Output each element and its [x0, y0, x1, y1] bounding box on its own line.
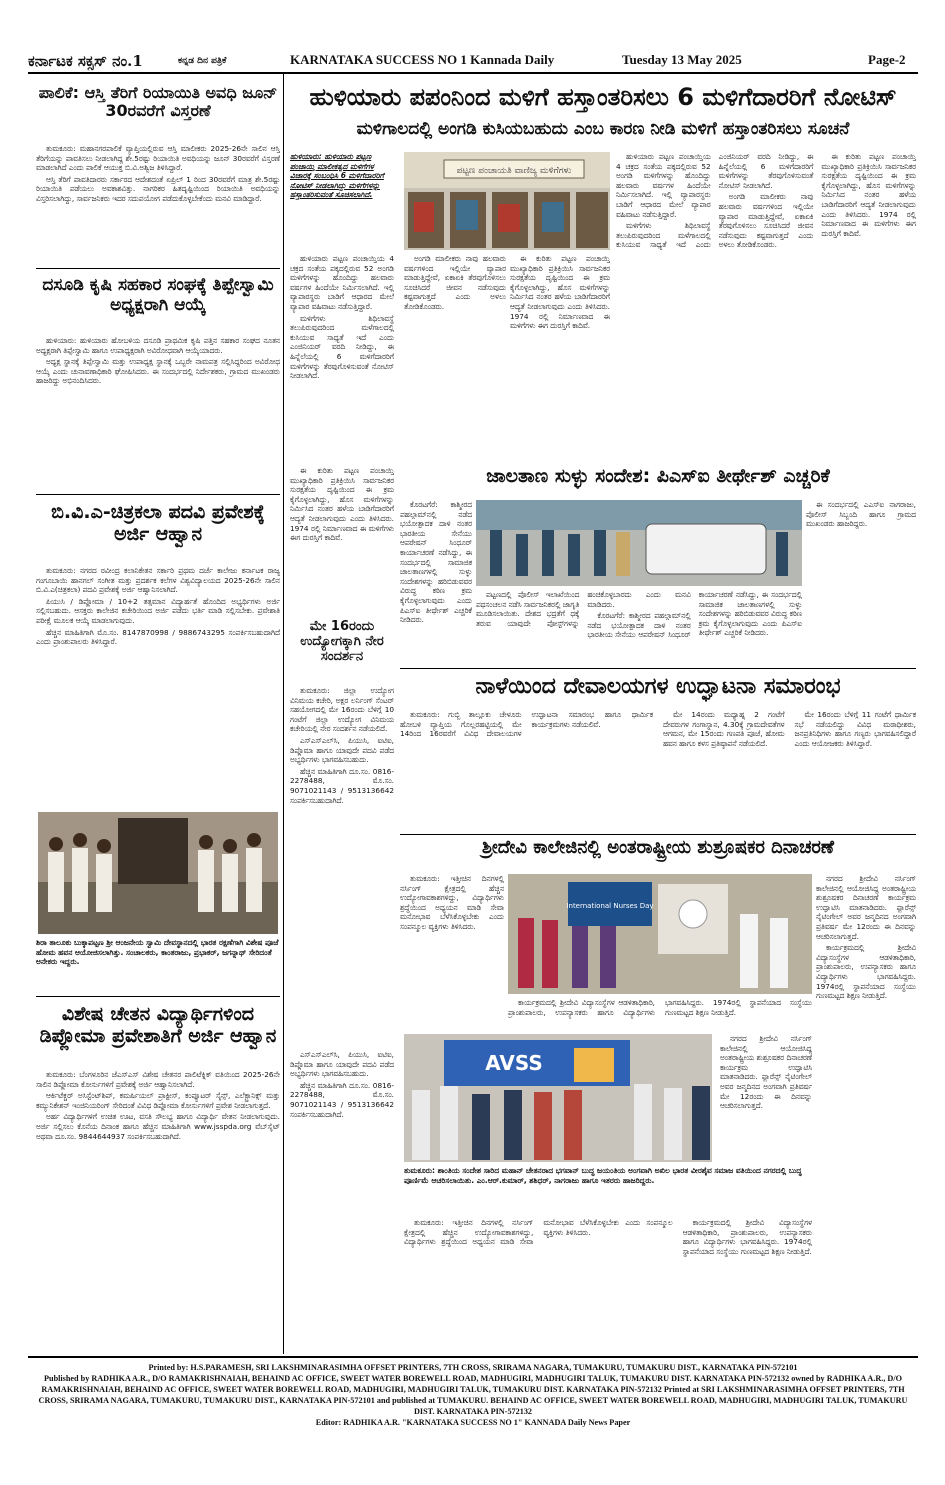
paragraph: ಹೆಚ್ಚಿನ ಮಾಹಿತಿಗಾಗಿ ಮೊ.ಸಂ. 8147870998 / 9886743295 ಸಂಪರ್ಕಿಸಬಹುದಾಗಿದೆ ಎಂದು ಪ್ರಾಂಶುಪಾಲರು ತಿಳಿಸಿದ್ದಾರೆ. [36, 627, 280, 647]
paragraph: ತುಮಕೂರು: ಬೆಂಗಳೂರಿನ ಜೆಎಸ್‌ಎಸ್ ವಿಶೇಷ ಚೇತನರ ಪಾಲಿಟೆಕ್ನಿಕ್ ವತಿಯಿಂದ 2025-26ನೇ ಸಾಲಿನ ಡಿಪ್ಲೋಮಾ ಕೋರ್ಸುಗಳಿಗೆ ಪ್ರವೇಶಕ್ಕೆ ಅರ್ಜಿ ಆಹ್ವಾನಿಸಲಾಗಿದೆ. [36, 1070, 280, 1089]
main-body-overflow [290, 466, 394, 616]
nurses-day-photo-illustration [508, 874, 812, 994]
paragraph: ಎಸ್‌ಎಸ್‌ಎಲ್‌ಸಿ, ಪಿಯುಸಿ, ಐಟಿಐ, ಡಿಪ್ಲೊಮಾ ಹಾಗೂ ಯಾವುದೇ ಪದವಿ ಪಡೆದ ಅಭ್ಯರ್ಥಿಗಳು ಭಾಗವಹಿಸಬಹುದು. [290, 735, 394, 765]
article-police-headline: ಜಾಲತಾಣ ಸುಳ್ಳು ಸಂದೇಶ: ಪಿಎಸ್ಐ ತೀರ್ಥೇಶ್ ಎಚ್ಚರಿಕೆ [486, 466, 830, 487]
paragraph: ಈ ಕುರಿತು ಪಟ್ಟಣ ಪಂಚಾಯ್ತಿ ಮುಖ್ಯಾಧಿಕಾರಿ ಪ್ರತಿಕ್ರಿಯಿಸಿ ಸಾರ್ವಜನಿಕರ ಸುರಕ್ಷತೆಯ ದೃಷ್ಟಿಯಿಂದ ಈ ಕ್ರಮ ಕೈಗೊಳ್ಳಲಾಗಿದ್ದು, ಹೊಸ ಮಳಿಗೆಗಳನ್ನು ನಿರ್ಮಿಸಿದ ನಂತರ ಹಳೆಯ ಬಾಡಿಗೆದಾರರಿಗೆ ಆದ್ಯತೆ ನೀಡಲಾಗುವುದು ಎಂದು ತಿಳಿಸಿದರು. 1974 ರಲ್ಲಿ ನಿರ್ಮಾಣವಾದ ಈ ಮಳಿಗೆಗಳು ಈಗ ದುರಸ್ತಿಗೆ ಕಾದಿವೆ. [821, 152, 916, 238]
main-intro: ಹುಳಿಯಾರು: ಹುಳಿಯಾರು ಪಟ್ಟಣ ಪಂಚಾಯ್ತಿ ಮಾಲೀಕತ್ವದ ಮಳಿಗೆಗಳ ವಿಚಾರಕ್ಕೆ ಸಂಬಂಧಿಸಿ 6 ಮಳಿಗೆದಾರರಿಗೆ ನೋಟಿಸ್ ನೀಡಲಾಗಿದ್ದು ಮಳಿಗೆಗಳನ್ನು ಹಸ್ತಾಂತರಿಸುವಂತೆ ಸೂಚಿಸಲಾಗಿದೆ. [290, 152, 384, 200]
temple-group-photo [38, 812, 278, 934]
main-body-col1 [290, 254, 394, 462]
jobfair-headline: ಮೇ 16ರಂದು ಉದ್ಯೋಗಕ್ಕಾಗಿ ನೇರ ಸಂದರ್ಶನ [300, 620, 384, 664]
main-body-col4 [616, 152, 916, 462]
jobfair-body-continued [290, 1050, 394, 1352]
paragraph: ಹೆಚ್ಚಿನ ಮಾಹಿತಿಗಾಗಿ ದೂ.ಸಂ. 0816-2278488, ಮೊ.ಸಂ. 9071021143 / 9513136642 ಸಂಪರ್ಕಿಸಬಹುದಾಗಿದೆ. [290, 766, 394, 805]
article-temple-body [400, 710, 916, 832]
main-body-col3 [510, 254, 610, 462]
avss-caption: ತುಮಕೂರು: ಶಾಂತಿಯ ಸಂದೇಶ ಸಾರಿದ ಮಹಾನ್ ಚೇತನರಾದ ಭಗವಾನ್ ಬುದ್ಧ ಜಯಂತಿಯ ಅಂಗವಾಗಿ ಅಖಿಲ ಭಾರತ ವೀರಶೈವ ಸಮಾಜ ವತಿಯಿಂದ ನಗರದಲ್ಲಿ ಬುದ್ಧ ಪೂರ್ಣಿಮೆ ಆಚರಿಸಲಾಯಿತು. ಎಂ.ಆರ್.ಕುಮಾರ್, ಶಶಿಧರ್, ನಾಗರಾಜು ಹಾಗೂ ಇತರರು ಹಾಜರಿದ್ದರು. [404, 1166, 802, 1185]
paragraph: ತುಮಕೂರು: ಇತ್ತೀಚಿನ ದಿನಗಳಲ್ಲಿ ನರ್ಸಿಂಗ್ ಕ್ಷೇತ್ರದಲ್ಲಿ ಹೆಚ್ಚಿನ ಉದ್ಯೋಗಾವಕಾಶಗಳಿದ್ದು, ವಿದ್ಯಾರ್ಥಿಗಳು ಶ್ರದ್ಧೆಯಿಂದ ಅಧ್ಯಯನ ಮಾಡಿ ಸೇವಾ ಮನೋಭಾವ ಬೆಳೆಸಿಕೊಳ್ಳಬೇಕು ಎಂದು ಸಂಪನ್ಮೂಲ ವ್ಯಕ್ತಿಗಳು ತಿಳಿಸಿದರು. [404, 1218, 673, 1247]
paragraph: ನಗರದ ಶ್ರೀದೇವಿ ನರ್ಸಿಂಗ್ ಕಾಲೇಜಿನಲ್ಲಿ ಆಯೋಜಿಸಿದ್ದ ಅಂತರಾಷ್ಟ್ರೀಯ ಶುಶ್ರೂಷಕರ ದಿನಾಚರಣೆ ಕಾರ್ಯಕ್ರಮ ಉದ್ಘಾಟಿಸಿ ಮಾತನಾಡಿದರು. ಫ್ಲಾರೆನ್ಸ್ ನೈಟಿಂಗೇಲ್ ಅವರ ಜನ್ಮದಿನದ ಅಂಗವಾಗಿ ಪ್ರತಿವರ್ಷ ಮೇ 12ರಂದು ಈ ದಿನವನ್ನು ಆಚರಿಸಲಾಗುತ್ತದೆ. [816, 874, 916, 941]
imprint-footer [28, 1362, 918, 1428]
main-body-col2 [404, 254, 506, 462]
article-nurses-body-col3 [720, 1034, 812, 1174]
paragraph: ಮಳಿಗೆಗಳು ಶಿಥಿಲಾವಸ್ಥೆ ತಲುಪಿರುವುದರಿಂದ ಮಳೆಗಾಲದಲ್ಲಿ ಕುಸಿಯುವ ಸಾಧ್ಯತೆ ಇದೆ ಎಂದು ಎಂಜಿನಿಯರ್ ವರದಿ ನೀಡಿದ್ದು, ಈ ಹಿನ್ನೆಲೆಯಲ್ಲಿ 6 ಮಳಿಗೆದಾರರಿಗೆ ಮಳಿಗೆಗಳನ್ನು ತೆರವುಗೊಳಿಸುವಂತೆ ನೋಟಿಸ್ ನೀಡಲಾಗಿದೆ. [616, 152, 814, 250]
divider [36, 494, 280, 495]
paper-name: ಕರ್ನಾಟಕ ಸಕ್ಸಸ್ ನಂ.1 [28, 52, 143, 70]
temple-group-photo-illustration [38, 812, 278, 934]
article-tax-body [36, 144, 280, 262]
paragraph: ಕೊರಟಗೆರೆ: ಕಾಶ್ಮೀರದ ಪಹಲ್ಗಾಮ್‌ನಲ್ಲಿ ನಡೆದ ಭಯೋತ್ಪಾದಕ ದಾಳಿ ನಂತರ ಭಾರತೀಯ ಸೇನೆಯು ಆಪರೇಷನ್ ಸಿಂಧೂರ್ ಕಾರ್ಯಾಚರಣೆ ನಡೆಸಿದ್ದು, ಈ ಸಂದರ್ಭದಲ್ಲಿ ಸಾಮಾಜಿಕ ಜಾಲತಾಣಗಳಲ್ಲಿ ಸುಳ್ಳು ಸಂದೇಶಗಳನ್ನು ಹರಿಬಿಡುವವರ ವಿರುದ್ಧ ಕಠಿಣ ಕ್ರಮ ಕೈಗೊಳ್ಳಲಾಗುವುದು ಎಂದು ಪಿಎಸ್ಐ ತೀರ್ಥೇಶ್ ಎಚ್ಚರಿಕೆ ನೀಡಿದರು. [587, 590, 802, 640]
divider [36, 268, 280, 269]
paragraph: ಮೇ 16ರಂದು ಬೆಳಿಗ್ಗೆ 11 ಗಂಟೆಗೆ ಧಾರ್ಮಿಕ ಸಭೆ ನಡೆಯಲಿದ್ದು ವಿವಿಧ ಮಠಾಧೀಶರು, ಜನಪ್ರತಿನಿಧಿಗಳು ಹಾಗೂ ಗಣ್ಯರು ಭಾಗವಹಿಸಲಿದ್ದಾರೆ ಎಂದು ಆಯೋಜಕರು ತಿಳಿಸಿದ್ದಾರೆ. [794, 710, 916, 748]
shop-sign-text: ಪಟ್ಟಣ ಪಂಚಾಯತಿ ವಾಣಿಜ್ಯ ಮಳಿಗೆಗಳು [456, 166, 572, 176]
jobfair-body [290, 686, 394, 1046]
avss-banner-text: AVSS [485, 1051, 543, 1075]
column-divider [283, 74, 284, 1354]
main-body-continued [290, 466, 394, 616]
article-tax-headline: ಪಾಲಿಕೆ: ಆಸ್ತಿ ತೆರಿಗೆ ರಿಯಾಯಿತಿ ಅವಧಿ ಜೂನ್ 30ರವರೆಗೆ ವಿಸ್ತರಣೆ [38, 84, 278, 121]
paragraph: ಆಸ್ತಿ ತೆರಿಗೆ ಪಾವತಿದಾರರು ಸರ್ಕಾರದ ಆದೇಶದಂತೆ ಏಪ್ರಿಲ್ 1 ರಿಂದ 30ರವರೆಗೆ ಮಾತ್ರ ಶೇ.5ರಷ್ಟು ರಿಯಾಯಿತಿ ಪಡೆಯಲು ಅವಕಾಶವಿತ್ತು. ನಾಗರಿಕರ ಹಿತದೃಷ್ಟಿಯಿಂದ ರಿಯಾಯಿತಿ ಅವಧಿಯನ್ನು ವಿಸ್ತರಿಸಲಾಗಿದ್ದು, ಸಾರ್ವಜನಿಕರು ಇದರ ಸದುಪಯೋಗ ಪಡೆದುಕೊಳ್ಳಬೇಕೆಂದು ಮನವಿ ಮಾಡಿದ್ದಾರೆ. [36, 174, 280, 203]
paragraph: ಅಂಗಡಿ ಮಾಲೀಕರು ನಾವು ಹಲವಾರು ವರ್ಷಗಳಿಂದ ಇಲ್ಲಿಯೇ ವ್ಯಾಪಾರ ಮಾಡುತ್ತಿದ್ದೇವೆ, ಏಕಾಏಕಿ ತೆರವುಗೊಳಿಸಲು ಸೂಚಿಸಿದರೆ ಜೀವನ ನಡೆಸುವುದು ಕಷ್ಟವಾಗುತ್ತದೆ ಎಂದು ಅಳಲು ತೋಡಿಕೊಂಡರು. [718, 192, 814, 250]
article-nurses-body-bottom [404, 1218, 812, 1352]
avss-photo [404, 1034, 712, 1162]
footer-rule [28, 1356, 918, 1358]
paragraph: ಈ ಕುರಿತು ಪಟ್ಟಣ ಪಂಚಾಯ್ತಿ ಮುಖ್ಯಾಧಿಕಾರಿ ಪ್ರತಿಕ್ರಿಯಿಸಿ ಸಾರ್ವಜನಿಕರ ಸುರಕ್ಷತೆಯ ದೃಷ್ಟಿಯಿಂದ ಈ ಕ್ರಮ ಕೈಗೊಳ್ಳಲಾಗಿದ್ದು, ಹೊಸ ಮಳಿಗೆಗಳನ್ನು ನಿರ್ಮಿಸಿದ ನಂತರ ಹಳೆಯ ಬಾಡಿಗೆದಾರರಿಗೆ ಆದ್ಯತೆ ನೀಡಲಾಗುವುದು ಎಂದು ತಿಳಿಸಿದರು. 1974 ರಲ್ಲಿ ನಿರ್ಮಾಣವಾದ ಈ ಮಳಿಗೆಗಳು ಈಗ ದುರಸ್ತಿಗೆ ಕಾದಿವೆ. [510, 254, 610, 331]
paragraph: ಹುಳಿಯಾರು ಪಟ್ಟಣ ಪಂಚಾಯ್ತಿಯ 4 ಚಕ್ರದ ಸಂತೆಯ ಪಕ್ಕದಲ್ಲಿರುವ 52 ಅಂಗಡಿ ಮಳಿಗೆಗಳನ್ನು ಹೊಂದಿದ್ದು ಹಲವಾರು ವರ್ಷಗಳ ಹಿಂದೆಯೇ ನಿರ್ಮಿಸಲಾಗಿದೆ. ಇಲ್ಲಿ ವ್ಯಾಪಾರಸ್ಥರು ಬಾಡಿಗೆ ಆಧಾರದ ಮೇಲೆ ವ್ಯಾಪಾರ ವಹಿವಾಟು ನಡೆಸುತ್ತಿದ್ದಾರೆ. [290, 254, 394, 311]
paragraph: ಹುಳಿಯಾರು: ಹುಳಿಯಾರು ಹೋಬಳಿಯ ದಸೂಡಿ ಪ್ರಾಥಮಿಕ ಕೃಷಿ ಪತ್ತಿನ ಸಹಕಾರ ಸಂಘದ ನೂತನ ಅಧ್ಯಕ್ಷರಾಗಿ ತಿಪ್ಪೇಸ್ವಾಮಿ ಹಾಗೂ ಉಪಾಧ್ಯಕ್ಷರಾಗಿ ಅವಿರೋಧವಾಗಿ ಆಯ್ಕೆಯಾದರು. [36, 336, 280, 355]
temple-photo-caption: ಶಿರಾ ತಾಲೂಕು ಬುಕ್ಕಾಪಟ್ಟಣ ಶ್ರೀ ಆಂಜನೇಯ ಸ್ವಾಮಿ ದೇವಸ್ಥಾನದಲ್ಲಿ ಭಾರತ ರಕ್ಷಣೆಗಾಗಿ ವಿಶೇಷ ಪೂಜೆ ಹೋಮ ಹವನ ಆಯೋಜಿಸಲಾಗಿತ್ತು. ಸಂಚಾಲಕರು, ಕಾಂತರಾಜು, ಪ್ರಭಾಕರ್, ಜಗನ್ನಾಥ್ ಸೇರಿದಂತೆ ಅನೇಕರು ಇದ್ದರು. [36, 938, 279, 967]
divider [400, 834, 916, 835]
paragraph: ಮೇ 14ರಂದು ಮಧ್ಯಾಹ್ನ 2 ಗಂಟೆಗೆ ದೇವರುಗಳ ಗಂಗಾಸ್ನಾನ, 4.30ಕ್ಕೆ ಗ್ರಾಮದೇವತೆಗಳ ಆಗಮನ, ಮೇ 15ರಂದು ಗಣಪತಿ ಪೂಜೆ, ಹೋಮ ಹವನ ಹಾಗೂ ಕಳಸ ಪ್ರತಿಷ್ಠಾಪನೆ ನಡೆಯಲಿದೆ. [663, 710, 785, 748]
main-sub-headline: ಮಳಿಗಾಲದಲ್ಲಿ ಅಂಗಡಿ ಕುಸಿಯಬಹುದು ಎಂಬ ಕಾರಣ ನೀಡಿ ಮಳಿಗೆ ಹಸ್ತಾಂತರಿಸಲು ಸೂಚನೆ [356, 120, 850, 139]
footer-printed-by: Printed by: H.S.PARAMESH, SRI LAKSHMINARASIMHA OFFSET PRINTERS, 7TH CROSS, SRIRAMA NAGARA, TUMAKURU, TUMAKURU DIST., KARNATAKA PIN-572101 [148, 1363, 798, 1372]
article-police-body-col4 [806, 500, 916, 666]
nurses-banner-text: International Nurses Day [566, 902, 654, 910]
article-diploma-headline: ವಿಶೇಷ ಚೇತನ ವಿದ್ಯಾರ್ಥಿಗಳಿಂದ ಡಿಪ್ಲೋಮಾ ಪ್ರವೇಶಾತಿಗೆ ಅರ್ಜಿ ಆಹ್ವಾನ [39, 1004, 277, 1047]
paragraph: ಆರ್ಕಿಟೆಕ್ಚರ್ ಅಸಿಸ್ಟೆಂಟ್‌ಶಿಪ್, ಕಮರ್ಷಿಯಲ್ ಪ್ರಾಕ್ಟೀಸ್, ಕಂಪ್ಯೂಟರ್ ಸೈನ್ಸ್, ಎಲೆಕ್ಟ್ರಾನಿಕ್ಸ್ ಮತ್ತು ಕಮ್ಯುನಿಕೇಶನ್ ಇಂಜಿನಿಯರಿಂಗ್ ಸೇರಿದಂತೆ ವಿವಿಧ ಡಿಪ್ಲೋಮಾ ಕೋರ್ಸುಗಳಿಗೆ ಪ್ರವೇಶ ನೀಡಲಾಗುತ್ತದೆ. [36, 1091, 280, 1110]
paragraph: ಈ ಸಂದರ್ಭದಲ್ಲಿ ಎಎಸ್ಐ ನಾಗರಾಜು, ಪೊಲೀಸ್ ಸಿಬ್ಬಂದಿ ಹಾಗೂ ಗ್ರಾಮದ ಮುಖಂಡರು ಹಾಜರಿದ್ದರು. [806, 500, 916, 529]
article-coop-headline: ದಸೂಡಿ ಕೃಷಿ ಸಹಕಾರ ಸಂಘಕ್ಕೆ ತಿಪ್ಪೇಸ್ವಾಮಿ ಅಧ್ಯಕ್ಷರಾಗಿ ಆಯ್ಕೆ [42, 276, 274, 315]
paragraph: ಪಟ್ಟಣದಲ್ಲಿ ಪೊಲೀಸ್ ಇಲಾಖೆಯಿಂದ ಪಥಸಂಚಲನ ನಡೆಸಿ ಸಾರ್ವಜನಿಕರಲ್ಲಿ ಜಾಗೃತಿ ಮೂಡಿಸಲಾಯಿತು. ದೇಶದ ಭದ್ರತೆಗೆ ಧಕ್ಕೆ ತರುವ ಯಾವುದೇ ಪೋಸ್ಟ್‌ಗಳನ್ನು ಹಂಚಿಕೊಳ್ಳಬಾರದು ಎಂದು ಮನವಿ ಮಾಡಿದರು. [476, 590, 691, 628]
paragraph: ಕಾರ್ಯಕ್ರಮದಲ್ಲಿ ಶ್ರೀದೇವಿ ವಿದ್ಯಾಸಂಸ್ಥೆಗಳ ಆಡಳಿತಾಧಿಕಾರಿ, ಪ್ರಾಂಶುಪಾಲರು, ಉಪನ್ಯಾಸಕರು ಹಾಗೂ ವಿದ್ಯಾರ್ಥಿಗಳು ಭಾಗವಹಿಸಿದ್ದರು. 1974ರಲ್ಲಿ ಸ್ಥಾಪನೆಯಾದ ಸಂಸ್ಥೆಯು ಗುಣಮಟ್ಟದ ಶಿಕ್ಷಣ ನೀಡುತ್ತಿದೆ. [508, 998, 812, 1017]
paragraph: ತುಮಕೂರು: ಇತ್ತೀಚಿನ ದಿನಗಳಲ್ಲಿ ನರ್ಸಿಂಗ್ ಕ್ಷೇತ್ರದಲ್ಲಿ ಹೆಚ್ಚಿನ ಉದ್ಯೋಗಾವಕಾಶಗಳಿದ್ದು, ವಿದ್ಯಾರ್ಥಿಗಳು ಶ್ರದ್ಧೆಯಿಂದ ಅಧ್ಯಯನ ಮಾಡಿ ಸೇವಾ ಮನೋಭಾವ ಬೆಳೆಸಿಕೊಳ್ಳಬೇಕು ಎಂದು ಸಂಪನ್ಮೂಲ ವ್ಯಕ್ತಿಗಳು ತಿಳಿಸಿದರು. [400, 874, 504, 931]
article-temple-headline: ನಾಳೆಯಿಂದ ದೇವಾಲಯಗಳ ಉದ್ಘಾಟನಾ ಸಮಾರಂಭ [475, 674, 841, 699]
paragraph: ಹೆಚ್ಚಿನ ಮಾಹಿತಿಗಾಗಿ ದೂ.ಸಂ. 0816-2278488, ಮೊ.ಸಂ. 9071021143 / 9513136642 ಸಂಪರ್ಕಿಸಬಹುದಾಗಿದೆ. [290, 1080, 394, 1119]
masthead-rule [28, 72, 918, 74]
shop-photo [404, 152, 610, 250]
paragraph: ಮಳಿಗೆಗಳು ಶಿಥಿಲಾವಸ್ಥೆ ತಲುಪಿರುವುದರಿಂದ ಮಳೆಗಾಲದಲ್ಲಿ ಕುಸಿಯುವ ಸಾಧ್ಯತೆ ಇದೆ ಎಂದು ಎಂಜಿನಿಯರ್ ವರದಿ ನೀಡಿದ್ದು, ಈ ಹಿನ್ನೆಲೆಯಲ್ಲಿ 6 ಮಳಿಗೆದಾರರಿಗೆ ಮಳಿಗೆಗಳನ್ನು ತೆರವುಗೊಳಿಸುವಂತೆ ನೋಟಿಸ್ ನೀಡಲಾಗಿದೆ. [290, 313, 394, 381]
shop-photo-illustration [404, 152, 610, 250]
paragraph: ತುಮಕೂರು: ಮಹಾನಗರಪಾಲಿಕೆ ವ್ಯಾಪ್ತಿಯಲ್ಲಿರುವ ಆಸ್ತಿ ಮಾಲೀಕರು 2025-26ನೇ ಸಾಲಿನ ಆಸ್ತಿ ತೆರಿಗೆಯನ್ನು ಪಾವತಿಸಲು ನೀಡಲಾಗಿದ್ದ ಶೇ.5ರಷ್ಟು ರಿಯಾಯಿತಿ ಅವಧಿಯನ್ನು ಜೂನ್ 30ರವರೆಗೆ ವಿಸ್ತರಣೆ ಮಾಡಲಾಗಿದೆ ಎಂದು ಪಾಲಿಕೆ ಆಯುಕ್ತ ಬಿ.ವಿ.ಅಶ್ವಿಜ ತಿಳಿಸಿದ್ದಾರೆ. [36, 144, 280, 173]
paragraph: ಅಂಗಡಿ ಮಾಲೀಕರು ನಾವು ಹಲವಾರು ವರ್ಷಗಳಿಂದ ಇಲ್ಲಿಯೇ ವ್ಯಾಪಾರ ಮಾಡುತ್ತಿದ್ದೇವೆ, ಏಕಾಏಕಿ ತೆರವುಗೊಳಿಸಲು ಸೂಚಿಸಿದರೆ ಜೀವನ ನಡೆಸುವುದು ಕಷ್ಟವಾಗುತ್ತದೆ ಎಂದು ಅಳಲು ತೋಡಿಕೊಂಡರು. [404, 254, 506, 311]
article-diploma-body [36, 1070, 280, 1352]
divider [36, 996, 280, 997]
article-bva-headline: ಬಿ.ವಿ.ಎ-ಚಿತ್ರಕಲಾ ಪದವಿ ಪ್ರವೇಶಕ್ಕೆ ಅರ್ಜಿ ಆಹ್ವಾನ [51, 502, 265, 545]
divider [400, 668, 916, 669]
page-number: Page-2 [868, 52, 906, 67]
paragraph: ಪಿಯುಸಿ / ಡಿಪ್ಲೋಮಾ / 10+2 ತತ್ಸಮಾನ ವಿದ್ಯಾರ್ಹತೆ ಹೊಂದಿದ ಅಭ್ಯರ್ಥಿಗಳು ಅರ್ಜಿ ಸಲ್ಲಿಸಬಹುದು. ಆಸಕ್ತರು ಕಾಲೇಜಿನ ಕಚೇರಿಯಿಂದ ಅರ್ಜಿ ಪಡೆದು ಭರ್ತಿ ಮಾಡಿ ಸಲ್ಲಿಸಬೇಕು. ಪ್ರವೇಶಾತಿ ಪರೀಕ್ಷೆ ಮೂಲಕ ಆಯ್ಕೆ ಮಾಡಲಾಗುವುದು. [36, 596, 280, 625]
paragraph: ಅರ್ಹ ವಿದ್ಯಾರ್ಥಿಗಳಿಗೆ ಉಚಿತ ಊಟ, ವಸತಿ ಸೌಲಭ್ಯ ಹಾಗೂ ವಿದ್ಯಾರ್ಥಿ ವೇತನ ನೀಡಲಾಗುವುದು. ಅರ್ಜಿ ಸಲ್ಲಿಸಲು ಕೊನೆಯ ದಿನಾಂಕ ಹಾಗೂ ಹೆಚ್ಚಿನ ಮಾಹಿತಿಗಾಗಿ www.jsspda.org ವೆಬ್‌ಸೈಟ್ ಅಥವಾ ದೂ.ಸಂ. 9844644937 ಸಂಪರ್ಕಿಸಬಹುದಾಗಿದೆ. [36, 1112, 280, 1141]
issue-date: Tuesday 13 May 2025 [622, 52, 742, 67]
paragraph: ಹುಳಿಯಾರು ಪಟ್ಟಣ ಪಂಚಾಯ್ತಿಯ 4 ಚಕ್ರದ ಸಂತೆಯ ಪಕ್ಕದಲ್ಲಿರುವ 52 ಅಂಗಡಿ ಮಳಿಗೆಗಳನ್ನು ಹೊಂದಿದ್ದು ಹಲವಾರು ವರ್ಷಗಳ ಹಿಂದೆಯೇ ನಿರ್ಮಿಸಲಾಗಿದೆ. ಇಲ್ಲಿ ವ್ಯಾಪಾರಸ್ಥರು ಬಾಡಿಗೆ ಆಧಾರದ ಮೇಲೆ ವ್ಯಾಪಾರ ವಹಿವಾಟು ನಡೆಸುತ್ತಿದ್ದಾರೆ. [616, 152, 711, 219]
paper-title-en: KARNATAKA SUCCESS NO 1 Kannada Daily [290, 52, 555, 67]
paragraph: ಕೊರಟಗೆರೆ: ಕಾಶ್ಮೀರದ ಪಹಲ್ಗಾಮ್‌ನಲ್ಲಿ ನಡೆದ ಭಯೋತ್ಪಾದಕ ದಾಳಿ ನಂತರ ಭಾರತೀಯ ಸೇನೆಯು ಆಪರೇಷನ್ ಸಿಂಧೂರ್ ಕಾರ್ಯಾಚರಣೆ ನಡೆಸಿದ್ದು, ಈ ಸಂದರ್ಭದಲ್ಲಿ ಸಾಮಾಜಿಕ ಜಾಲತಾಣಗಳಲ್ಲಿ ಸುಳ್ಳು ಸಂದೇಶಗಳನ್ನು ಹರಿಬಿಡುವವರ ವಿರುದ್ಧ ಕಠಿಣ ಕ್ರಮ ಕೈಗೊಳ್ಳಲಾಗುವುದು ಎಂದು ಪಿಎಸ್ಐ ತೀರ್ಥೇಶ್ ಎಚ್ಚರಿಕೆ ನೀಡಿದರು. [400, 500, 472, 625]
paragraph: ಅಧ್ಯಕ್ಷ ಸ್ಥಾನಕ್ಕೆ ತಿಪ್ಪೇಸ್ವಾಮಿ ಮತ್ತು ಉಪಾಧ್ಯಕ್ಷ ಸ್ಥಾನಕ್ಕೆ ಒಬ್ಬರೇ ನಾಮಪತ್ರ ಸಲ್ಲಿಸಿದ್ದರಿಂದ ಅವಿರೋಧ ಆಯ್ಕೆ ಎಂದು ಚುನಾವಣಾಧಿಕಾರಿ ಘೋಷಿಸಿದರು. ಈ ಸಂದರ್ಭದಲ್ಲಿ ನಿರ್ದೇಶಕರು, ಗ್ರಾಮದ ಮುಖಂಡರು ಹಾಜರಿದ್ದು ಅಭಿನಂದಿಸಿದರು. [36, 357, 280, 386]
paragraph: ಕಾರ್ಯಕ್ರಮದಲ್ಲಿ ಶ್ರೀದೇವಿ ವಿದ್ಯಾಸಂಸ್ಥೆಗಳ ಆಡಳಿತಾಧಿಕಾರಿ, ಪ್ರಾಂಶುಪಾಲರು, ಉಪನ್ಯಾಸಕರು ಹಾಗೂ ವಿದ್ಯಾರ್ಥಿಗಳು ಭಾಗವಹಿಸಿದ್ದರು. 1974ರಲ್ಲಿ ಸ್ಥಾಪನೆಯಾದ ಸಂಸ್ಥೆಯು ಗುಣಮಟ್ಟದ ಶಿಕ್ಷಣ ನೀಡುತ್ತಿದೆ. [682, 1218, 812, 1256]
avss-photo-illustration [404, 1034, 712, 1162]
article-coop-body [36, 336, 280, 488]
article-nurses-body-mid [508, 998, 812, 1030]
paragraph: ಕಾರ್ಯಕ್ರಮದಲ್ಲಿ ಶ್ರೀದೇವಿ ವಿದ್ಯಾಸಂಸ್ಥೆಗಳ ಆಡಳಿತಾಧಿಕಾರಿ, ಪ್ರಾಂಶುಪಾಲರು, ಉಪನ್ಯಾಸಕರು ಹಾಗೂ ವಿದ್ಯಾರ್ಥಿಗಳು ಭಾಗವಹಿಸಿದ್ದರು. 1974ರಲ್ಲಿ ಸ್ಥಾಪನೆಯಾದ ಸಂಸ್ಥೆಯು ಗುಣಮಟ್ಟದ ಶಿಕ್ಷಣ ನೀಡುತ್ತಿದೆ. [816, 943, 916, 1001]
nurses-day-photo [508, 874, 812, 994]
paragraph: ನಗರದ ಶ್ರೀದೇವಿ ನರ್ಸಿಂಗ್ ಕಾಲೇಜಿನಲ್ಲಿ ಆಯೋಜಿಸಿದ್ದ ಅಂತರಾಷ್ಟ್ರೀಯ ಶುಶ್ರೂಷಕರ ದಿನಾಚರಣೆ ಕಾರ್ಯಕ್ರಮ ಉದ್ಘಾಟಿಸಿ ಮಾತನಾಡಿದರು. ಫ್ಲಾರೆನ್ಸ್ ನೈಟಿಂಗೇಲ್ ಅವರ ಜನ್ಮದಿನದ ಅಂಗವಾಗಿ ಪ್ರತಿವರ್ಷ ಮೇ 12ರಂದು ಈ ದಿನವನ್ನು ಆಚರಿಸಲಾಗುತ್ತದೆ. [720, 1034, 812, 1111]
masthead [28, 50, 918, 72]
paper-tag: ಕನ್ನಡ ದಿನ ಪತ್ರಿಕೆ [178, 56, 227, 66]
article-police-body-cols [476, 590, 802, 666]
footer-published-by: Published by RADHIKA A.R., D/O RAMAKRISHNAIAH, BEHAIND AC OFFICE, SWEET WATER BOREWELL ROAD, MADHUGIRI, MADHUGIRI TALUK, TUMAKURU DIST. KARNATAKA PIN-572132 owned by RADHIKA A.R., D/O RAMAKRISHNAIAH, BEHAIND AC OFFICE, SWEET WATER BOREWELL ROAD, MADHUGIRI, MADHUGIRI TALUK, TUMAKURU DIST. KARNATAKA PIN-572132 Printed at SRI LAKSHMINARASIMHA OFFSET PRINTERS, 7TH CROSS, SRIRAMA NAGARA, TUMAKURU, TUMAKURU DIST., KARNATAKA PIN-572101 and published at TUMAKURU. BEHAIND AC OFFICE, SWEET WATER BOREWELL ROAD, MADHUGIRI, MADHUGIRI TALUK, TUMAKURU DIST. KARNATAKA PIN-572132 [38, 1374, 908, 1416]
paragraph: ತುಮಕೂರು: ನಗರದ ರವೀಂದ್ರ ಕಲಾನಿಕೇತನ ಸರ್ಕಾರಿ ಪ್ರಥಮ ದರ್ಜೆ ಕಾಲೇಜು ಕರ್ನಾಟಕ ರಾಜ್ಯ ಗಂಗೂಬಾಯಿ ಹಾನಗಲ್ ಸಂಗೀತ ಮತ್ತು ಪ್ರದರ್ಶಕ ಕಲೆಗಳ ವಿಶ್ವವಿದ್ಯಾಲಯದ 2025-26ನೇ ಸಾಲಿನ ಬಿ.ವಿ.ಎ(ಚಿತ್ರಕಲಾ) ಪದವಿ ಪ್ರವೇಶಕ್ಕೆ ಅರ್ಜಿ ಆಹ್ವಾನಿಸಲಾಗಿದೆ. [36, 566, 280, 595]
article-nurses-body-col4 [816, 874, 916, 1352]
paragraph: ಈ ಕುರಿತು ಪಟ್ಟಣ ಪಂಚಾಯ್ತಿ ಮುಖ್ಯಾಧಿಕಾರಿ ಪ್ರತಿಕ್ರಿಯಿಸಿ ಸಾರ್ವಜನಿಕರ ಸುರಕ್ಷತೆಯ ದೃಷ್ಟಿಯಿಂದ ಈ ಕ್ರಮ ಕೈಗೊಳ್ಳಲಾಗಿದ್ದು, ಹೊಸ ಮಳಿಗೆಗಳನ್ನು ನಿರ್ಮಿಸಿದ ನಂತರ ಹಳೆಯ ಬಾಡಿಗೆದಾರರಿಗೆ ಆದ್ಯತೆ ನೀಡಲಾಗುವುದು ಎಂದು ತಿಳಿಸಿದರು. 1974 ರಲ್ಲಿ ನಿರ್ಮಾಣವಾದ ಈ ಮಳಿಗೆಗಳು ಈಗ ದುರಸ್ತಿಗೆ ಕಾದಿವೆ. [290, 466, 394, 543]
article-bva-body [36, 566, 280, 802]
paragraph: ತುಮಕೂರು: ಗುಬ್ಬಿ ತಾಲ್ಲೂಕು ಚೇಳೂರು ಹೋಬಳಿ ವ್ಯಾಪ್ತಿಯ ಗೊಲ್ಲರಹಟ್ಟಿಯಲ್ಲಿ ಮೇ 14ರಿಂದ 16ರವರೆಗೆ ವಿವಿಧ ದೇವಾಲಯಗಳ ಉದ್ಘಾಟನಾ ಸಮಾರಂಭ ಹಾಗೂ ಧಾರ್ಮಿಕ ಕಾರ್ಯಕ್ರಮಗಳು ನಡೆಯಲಿವೆ. [400, 710, 653, 739]
paragraph: ಎಸ್‌ಎಸ್‌ಎಲ್‌ಸಿ, ಪಿಯುಸಿ, ಐಟಿಐ, ಡಿಪ್ಲೊಮಾ ಹಾಗೂ ಯಾವುದೇ ಪದವಿ ಪಡೆದ ಅಭ್ಯರ್ಥಿಗಳು ಭಾಗವಹಿಸಬಹುದು. [290, 1050, 394, 1079]
police-photo-illustration [476, 500, 802, 586]
police-photo [476, 500, 802, 586]
footer-editor: Editor: RADHIKA A.R. "KARNATAKA SUCCESS NO 1" KANNADA Daily News Paper [315, 1418, 631, 1427]
article-nurses-headline: ಶ್ರೀದೇವಿ ಕಾಲೇಜಿನಲ್ಲಿ ಅಂತರಾಷ್ಟ್ರೀಯ ಶುಶ್ರೂಷಕರ ದಿನಾಚರಣೆ [481, 838, 835, 858]
article-police-body-col1 [400, 500, 472, 666]
main-banner-headline: ಹುಳಿಯಾರು ಪಪಂನಿಂದ ಮಳಿಗೆ ಹಸ್ತಾಂತರಿಸಲು 6 ಮಳಿಗೆದಾರರಿಗೆ ನೋಟಿಸ್ [309, 84, 897, 111]
paragraph: ತುಮಕೂರು: ಜಿಲ್ಲಾ ಉದ್ಯೋಗ ವಿನಿಮಯ ಕಚೇರಿ, ಅಕ್ಷರ ಲರ್ನಿಂಗ್ ಸೆಂಟರ್ ಸಹಯೋಗದಲ್ಲಿ ಮೇ 16ರಂದು ಬೆಳಿಗ್ಗೆ 10 ಗಂಟೆಗೆ ಜಿಲ್ಲಾ ಉದ್ಯೋಗ ವಿನಿಮಯ ಕಚೇರಿಯಲ್ಲಿ ನೇರ ಸಂದರ್ಶನ ನಡೆಯಲಿದೆ. [290, 686, 394, 734]
